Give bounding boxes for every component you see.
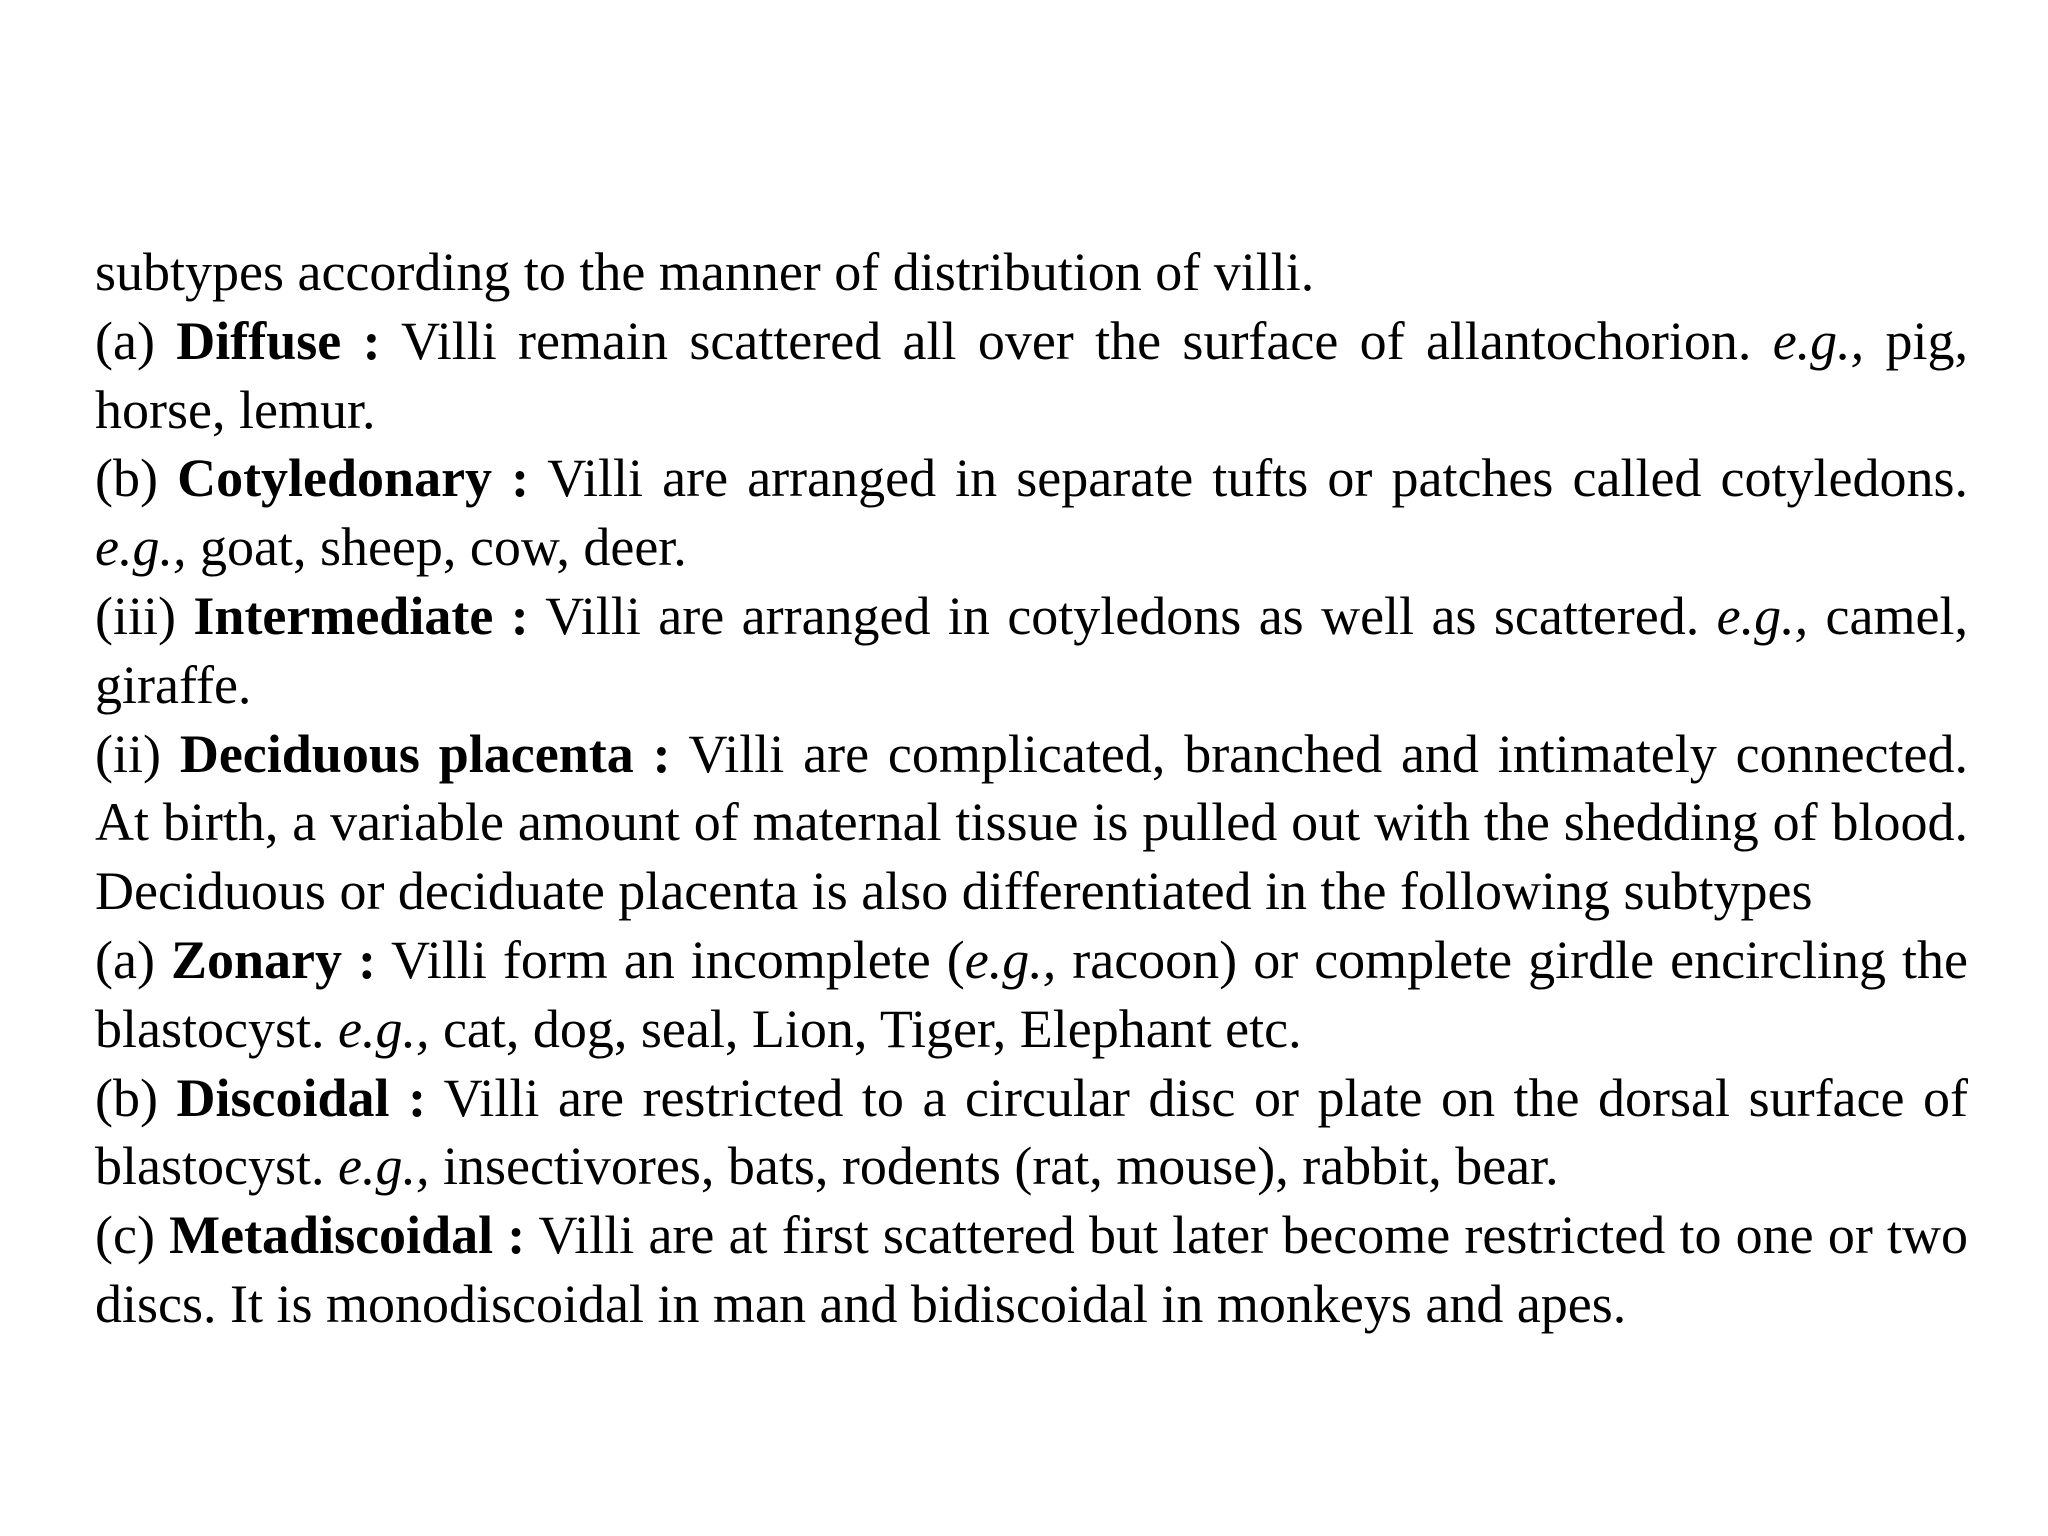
example-abbrev: e.g., (337, 998, 430, 1059)
document-text (95, 238, 1968, 1339)
discoidal-examples: insectivores, bats, rodents (rat, mouse), rabbit, bear. (429, 1136, 1559, 1197)
zonary-examples: cat, dog, seal, Lion, Tiger, Elephant etc. (429, 998, 1302, 1059)
intermediate-body: Villi are arranged in cotyledons as well as scattered. (528, 585, 1717, 646)
item-marker: (c) (95, 1205, 170, 1266)
zonary-body: Villi form an incomplete ( (376, 929, 965, 990)
item-marker: (b) (95, 448, 178, 509)
cotyledonary-term: Cotyledonary : (177, 448, 530, 509)
diffuse-paragraph (95, 307, 1968, 445)
example-abbrev: e.g., (1716, 585, 1809, 646)
intro-text: subtypes according to the manner of distribution of villi. (95, 242, 1315, 302)
deciduous-body: Villi are complicated, branched and intimately connected. At birth, a variable amount of maternal tissue is pulled out with the shedding of blood. Deciduous or deciduate placenta is also differentiated in the following subtypes (95, 723, 1968, 922)
cotyledonary-examples: goat, sheep, cow, deer. (186, 517, 687, 578)
metadiscoidal-body: Villi are at first scattered but later become restricted to one or two discs. It is monodiscoidal in man and bidiscoidal in monkeys and apes. (95, 1205, 1968, 1334)
cotyledonary-paragraph (95, 444, 1968, 582)
example-abbrev: e.g., (1772, 310, 1865, 371)
item-marker: (b) (95, 1067, 177, 1128)
intermediate-term: Intermediate : (193, 585, 529, 646)
diffuse-body: Villi remain scattered all over the surface of allantochorion. (380, 310, 1773, 371)
diffuse-term: Diffuse : (176, 310, 381, 371)
discoidal-paragraph (95, 1064, 1968, 1202)
example-abbrev: e.g., (337, 1136, 430, 1197)
discoidal-term: Discoidal : (176, 1067, 427, 1128)
zonary-body-continued: racoon) or complete girdle encircling the blastocyst. (95, 929, 1969, 1059)
diffuse-examples: pig, horse, lemur. (95, 310, 1969, 440)
intermediate-paragraph (95, 582, 1968, 720)
example-abbrev: e.g., (95, 517, 187, 578)
deciduous-term: Deciduous placenta : (179, 723, 671, 784)
zonary-term: Zonary : (170, 929, 376, 990)
intro-paragraph (95, 238, 1968, 307)
cotyledonary-body: Villi are arranged in separate tufts or patches called cotyledons. (529, 448, 1968, 509)
metadiscoidal-term: Metadiscoidal : (169, 1205, 526, 1266)
item-marker: (ii) (95, 723, 180, 784)
item-marker: (iii) (95, 585, 194, 646)
intermediate-examples: camel, giraffe. (95, 585, 1968, 715)
discoidal-body: Villi are restricted to a circular disc or plate on the dorsal surface of blastocyst. (95, 1067, 1968, 1197)
zonary-paragraph (95, 926, 1968, 1064)
deciduous-paragraph (95, 720, 1968, 926)
metadiscoidal-paragraph (95, 1201, 1968, 1339)
example-abbrev: e.g., (964, 929, 1057, 990)
item-marker: (a) (95, 929, 171, 990)
item-marker: (a) (95, 310, 177, 371)
